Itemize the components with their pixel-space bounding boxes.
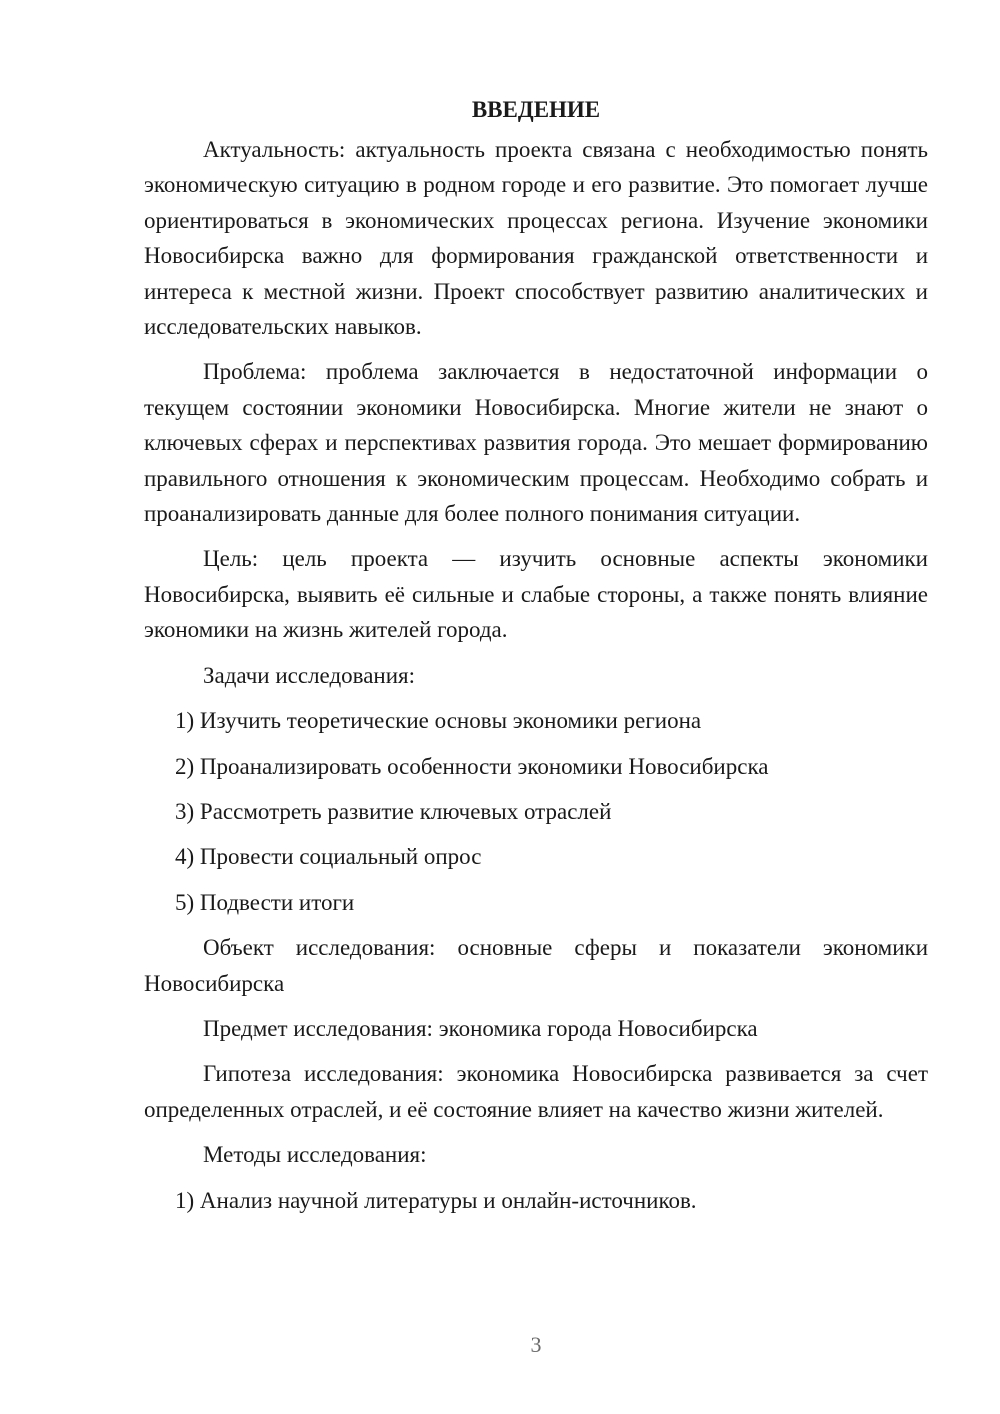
task-item: 4) Провести социальный опрос bbox=[175, 844, 482, 870]
task-item: 2) Проанализировать особенности экономики Новосибирска bbox=[175, 753, 769, 779]
relevance-paragraph: Актуальность: актуальность проекта связана с необходимостью понять экономическую ситуацию в родном городе и его развитие. Это помогает лучше ориентироваться в экономических процессах региона. Изучение экономики Новосибирска важно для формирования гражданской ответственности и интереса к местной жизни. Проект способствует развитию аналитических и исследовательских навыков. bbox=[144, 137, 928, 340]
methods-label: Методы исследования: bbox=[203, 1142, 427, 1168]
section-heading: ВВЕДЕНИЕ bbox=[471, 97, 601, 122]
goal-paragraph: Цель: цель проекта — изучить основные аспекты экономики Новосибирска, выявить её сильные и слабые стороны, а также понять влияние экономики на жизнь жителей города. bbox=[144, 546, 928, 643]
hypothesis-paragraph: Гипотеза исследования: экономика Новосибирска развивается за счет определенных отраслей, и её состояние влияет на качество жизни жителей. bbox=[144, 1061, 928, 1122]
methods-list bbox=[144, 1183, 928, 1218]
task-item: 1) Изучить теоретические основы экономики региона bbox=[175, 708, 702, 734]
page-number: 3 bbox=[530, 1332, 542, 1357]
tasks-list bbox=[144, 703, 928, 920]
task-item: 3) Рассмотреть развитие ключевых отраслей bbox=[175, 798, 612, 824]
task-item: 5) Подвести итоги bbox=[175, 889, 355, 915]
problem-paragraph: Проблема: проблема заключается в недостаточной информации о текущем состоянии экономики Новосибирска. Многие жители не знают о ключевых сферах и перспективах развития города. Это мешает формированию правильного отношения к экономическим процессам. Необходимо собрать и проанализировать данные для более полного понимания ситуации. bbox=[144, 359, 928, 527]
object-paragraph: Объект исследования: основные сферы и показатели экономики Новосибирска bbox=[144, 935, 928, 996]
subject-paragraph: Предмет исследования: экономика города Новосибирска bbox=[203, 1015, 758, 1041]
method-item: 1) Анализ научной литературы и онлайн-источников. bbox=[175, 1187, 697, 1213]
tasks-label: Задачи исследования: bbox=[203, 662, 416, 688]
document-page bbox=[144, 92, 928, 1228]
